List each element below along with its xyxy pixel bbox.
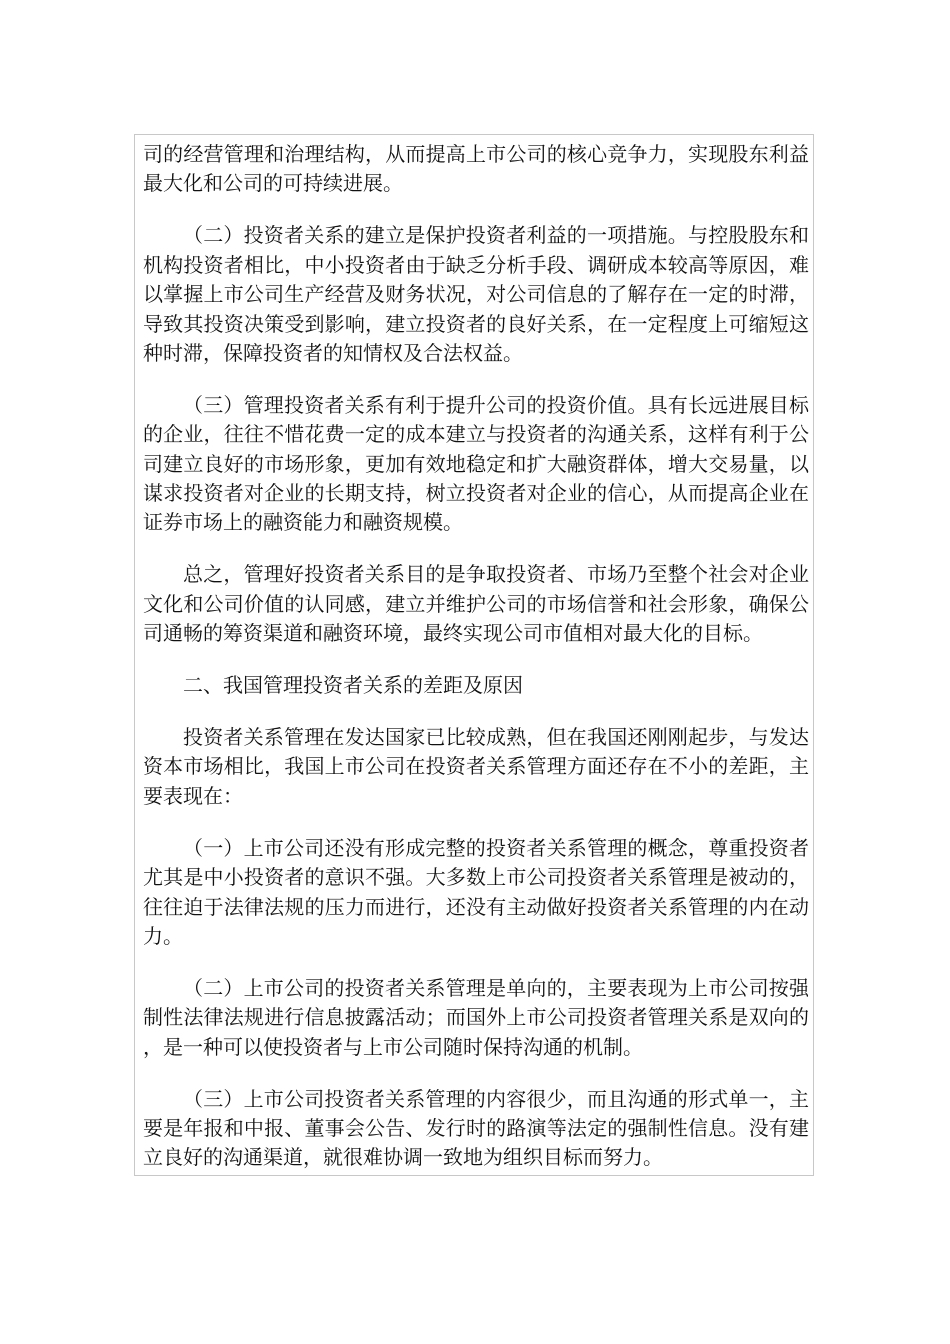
paragraph-investment-value: （三）管理投资者关系有利于提升公司的投资价值。具有长远进展目标的企业，往往不惜花费一定的成本建立与投资者的沟通关系，这样有利于公司建立良好的市场形象，更加有效地稳定和扩大融资群体，增大交易量，以谋求投资者对企业的长期支持，树立投资者对企业的信心，从而提高企业在证券市场上的融资能力和融资规模。	[143, 392, 809, 535]
paragraph-gap-three: （三）上市公司投资者关系管理的内容很少，而且沟通的形式单一，主要是年报和中报、董事会公告、发行时的路演等法定的强制性信息。没有建立良好的沟通渠道，就很难协调一致地为组织目标而努力。	[143, 1086, 809, 1170]
paragraph-intro-gap: 投资者关系管理在发达国家已比较成熟，但在我国还刚刚起步，与发达资本市场相比，我国上市公司在投资者关系管理方面还存在不小的差距，主要表现在：	[143, 725, 809, 808]
section-heading: 二、我国管理投资者关系的差距及原因	[183, 673, 523, 698]
paragraph-investor-protection: （二）投资者关系的建立是保护投资者利益的一项措施。与控股股东和机构投资者相比，中小投资者由于缺乏分析手段、调研成本较高等原因，难以掌握上市公司生产经营及财务状况，对公司信息的了解存在一定的时滞，导致其投资决策受到影响，建立投资者的良好关系，在一定程度上可缩短这种时滞，保障投资者的知情权及合法权益。	[143, 223, 809, 365]
paragraph-summary: 总之，管理好投资者关系目的是争取投资者、市场乃至整个社会对企业文化和公司价值的认同感，建立并维护公司的市场信誉和社会形象，确保公司通畅的筹资渠道和融资环境，最终实现公司市值相对最大化的目标。	[143, 562, 809, 646]
paragraph-gap-two: （二）上市公司的投资者关系管理是单向的，主要表现为上市公司按强制性法律法规进行信息披露活动；而国外上市公司投资者管理关系是双向的，是一种可以使投资者与上市公司随时保持沟通的机制。	[143, 975, 809, 1059]
paragraph-continuation: 司的经营管理和治理结构，从而提高上市公司的核心竞争力，实现股东利益最大化和公司的可持续进展。	[143, 142, 809, 196]
document-body	[143, 140, 809, 1173]
paragraph-gap-one: （一）上市公司还没有形成完整的投资者关系管理的概念，尊重投资者尤其是中小投资者的意识不强。大多数上市公司投资者关系管理是被动的，往往迫于法律法规的压力而进行，还没有主动做好投资者关系管理的内在动力。	[143, 835, 809, 948]
